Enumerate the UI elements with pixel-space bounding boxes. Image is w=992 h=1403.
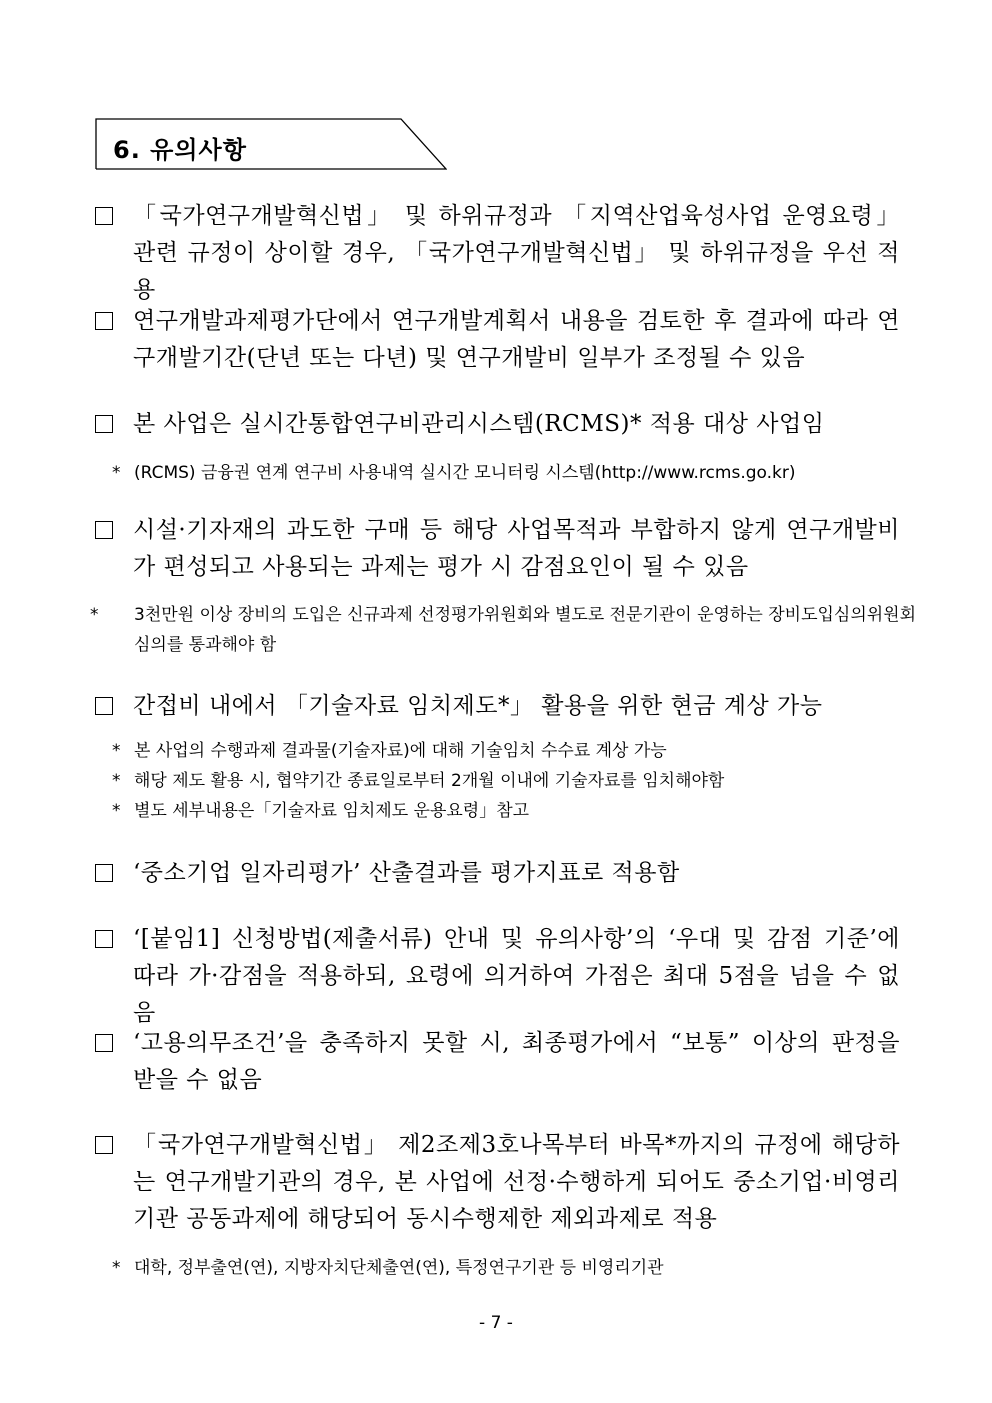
footnote-text: (RCMS) 금융권 연계 연구비 사용내역 실시간 모니터링 시스템(http://www.rcms.go.kr) xyxy=(134,463,796,483)
footnote-marker: * xyxy=(112,771,121,791)
item-text: ‘중소기업 일자리평가’ 산출결과를 평가지표로 적용함 xyxy=(133,860,680,886)
item-text: 간접비 내에서 「기술자료 임치제도*」 활용을 위한 현금 계상 가능 xyxy=(133,693,823,719)
item-text: ‘고용의무조건’을 충족하지 못할 시, 최종평가에서 “보통” 이상의 판정을 받을 수 없음 xyxy=(133,1030,900,1093)
list-item xyxy=(95,921,900,1032)
list-item xyxy=(95,1025,900,1099)
footnote-text: 별도 세부내용은「기술자료 임치제도 운용요령」참고 xyxy=(134,801,530,821)
section-heading xyxy=(95,118,447,170)
footnote-text: 대학, 정부출연(연), 지방자치단체출연(연), 특정연구기관 등 비영리기관 xyxy=(134,1258,664,1278)
item-text: 본 사업은 실시간통합연구비관리시스템(RCMS)* 적용 대상 사업임 xyxy=(133,411,825,437)
item-text: 시설·기자재의 과도한 구매 등 해당 사업목적과 부합하지 않게 연구개발비가 편성되고 사용되는 과제는 평가 시 감점요인이 될 수 있음 xyxy=(133,517,900,580)
footnote-text: 3천만원 이상 장비의 도입은 신규과제 선정평가위원회와 별도로 전문기관이 운영하는 장비도입심의위원회 심의를 통과해야 함 xyxy=(134,605,917,655)
footnote-marker: * xyxy=(112,463,121,483)
footnote xyxy=(112,1253,902,1283)
footnote-marker: * xyxy=(112,1258,121,1278)
list-item xyxy=(95,512,900,586)
list-item xyxy=(95,1127,900,1238)
item-text: 「국가연구개발혁신법」 및 하위규정과 「지역산업육성사업 운영요령」 관련 규정이 상이할 경우, 「국가연구개발혁신법」 및 하위규정을 우선 적용 xyxy=(133,203,900,303)
footnote-text: 본 사업의 수행과제 결과물(기술자료)에 대해 기술임치 수수료 계상 가능 xyxy=(134,741,667,761)
list-item xyxy=(95,688,900,725)
list-item xyxy=(95,855,900,892)
footnote xyxy=(112,458,902,488)
item-text: 연구개발과제평가단에서 연구개발계획서 내용을 검토한 후 결과에 따라 연구개발기간(단년 또는 다년) 및 연구개발비 일부가 조정될 수 있음 xyxy=(133,308,900,371)
footnote-marker: * xyxy=(90,605,99,625)
checkbox-icon xyxy=(95,1034,113,1052)
checkbox-icon xyxy=(95,697,113,715)
footnote-marker: * xyxy=(112,741,121,761)
page-number: - 7 - xyxy=(479,1313,513,1333)
checkbox-icon xyxy=(95,415,113,433)
footnote xyxy=(90,600,924,660)
checkbox-icon xyxy=(95,312,113,330)
list-item xyxy=(95,303,900,377)
footnote-text: 해당 제도 활용 시, 협약기간 종료일로부터 2개월 이내에 기술자료를 임치해야함 xyxy=(134,771,725,791)
checkbox-icon xyxy=(95,864,113,882)
checkbox-icon xyxy=(95,1136,113,1154)
item-text: ‘[붙임1] 신청방법(제출서류) 안내 및 유의사항’의 ‘우대 및 감점 기준’에 따라 가·감점을 적용하되, 요령에 의거하여 가점은 최대 5점을 넘을 수 없음 xyxy=(133,926,900,1026)
section-title: 6. 유의사항 xyxy=(113,136,247,164)
checkbox-icon xyxy=(95,521,113,539)
list-item xyxy=(95,198,900,309)
footnote xyxy=(112,796,902,826)
checkbox-icon xyxy=(95,207,113,225)
footnote xyxy=(112,736,902,766)
item-text: 「국가연구개발혁신법」 제2조제3호나목부터 바목*까지의 규정에 해당하는 연구개발기관의 경우, 본 사업에 선정·수행하게 되어도 중소기업·비영리기관 공동과제에 해당되어 동시수행제한 제외과제로 적용 xyxy=(133,1132,900,1232)
footnote-marker: * xyxy=(112,801,121,821)
checkbox-icon xyxy=(95,930,113,948)
list-item xyxy=(95,406,900,443)
footnote xyxy=(112,766,902,796)
